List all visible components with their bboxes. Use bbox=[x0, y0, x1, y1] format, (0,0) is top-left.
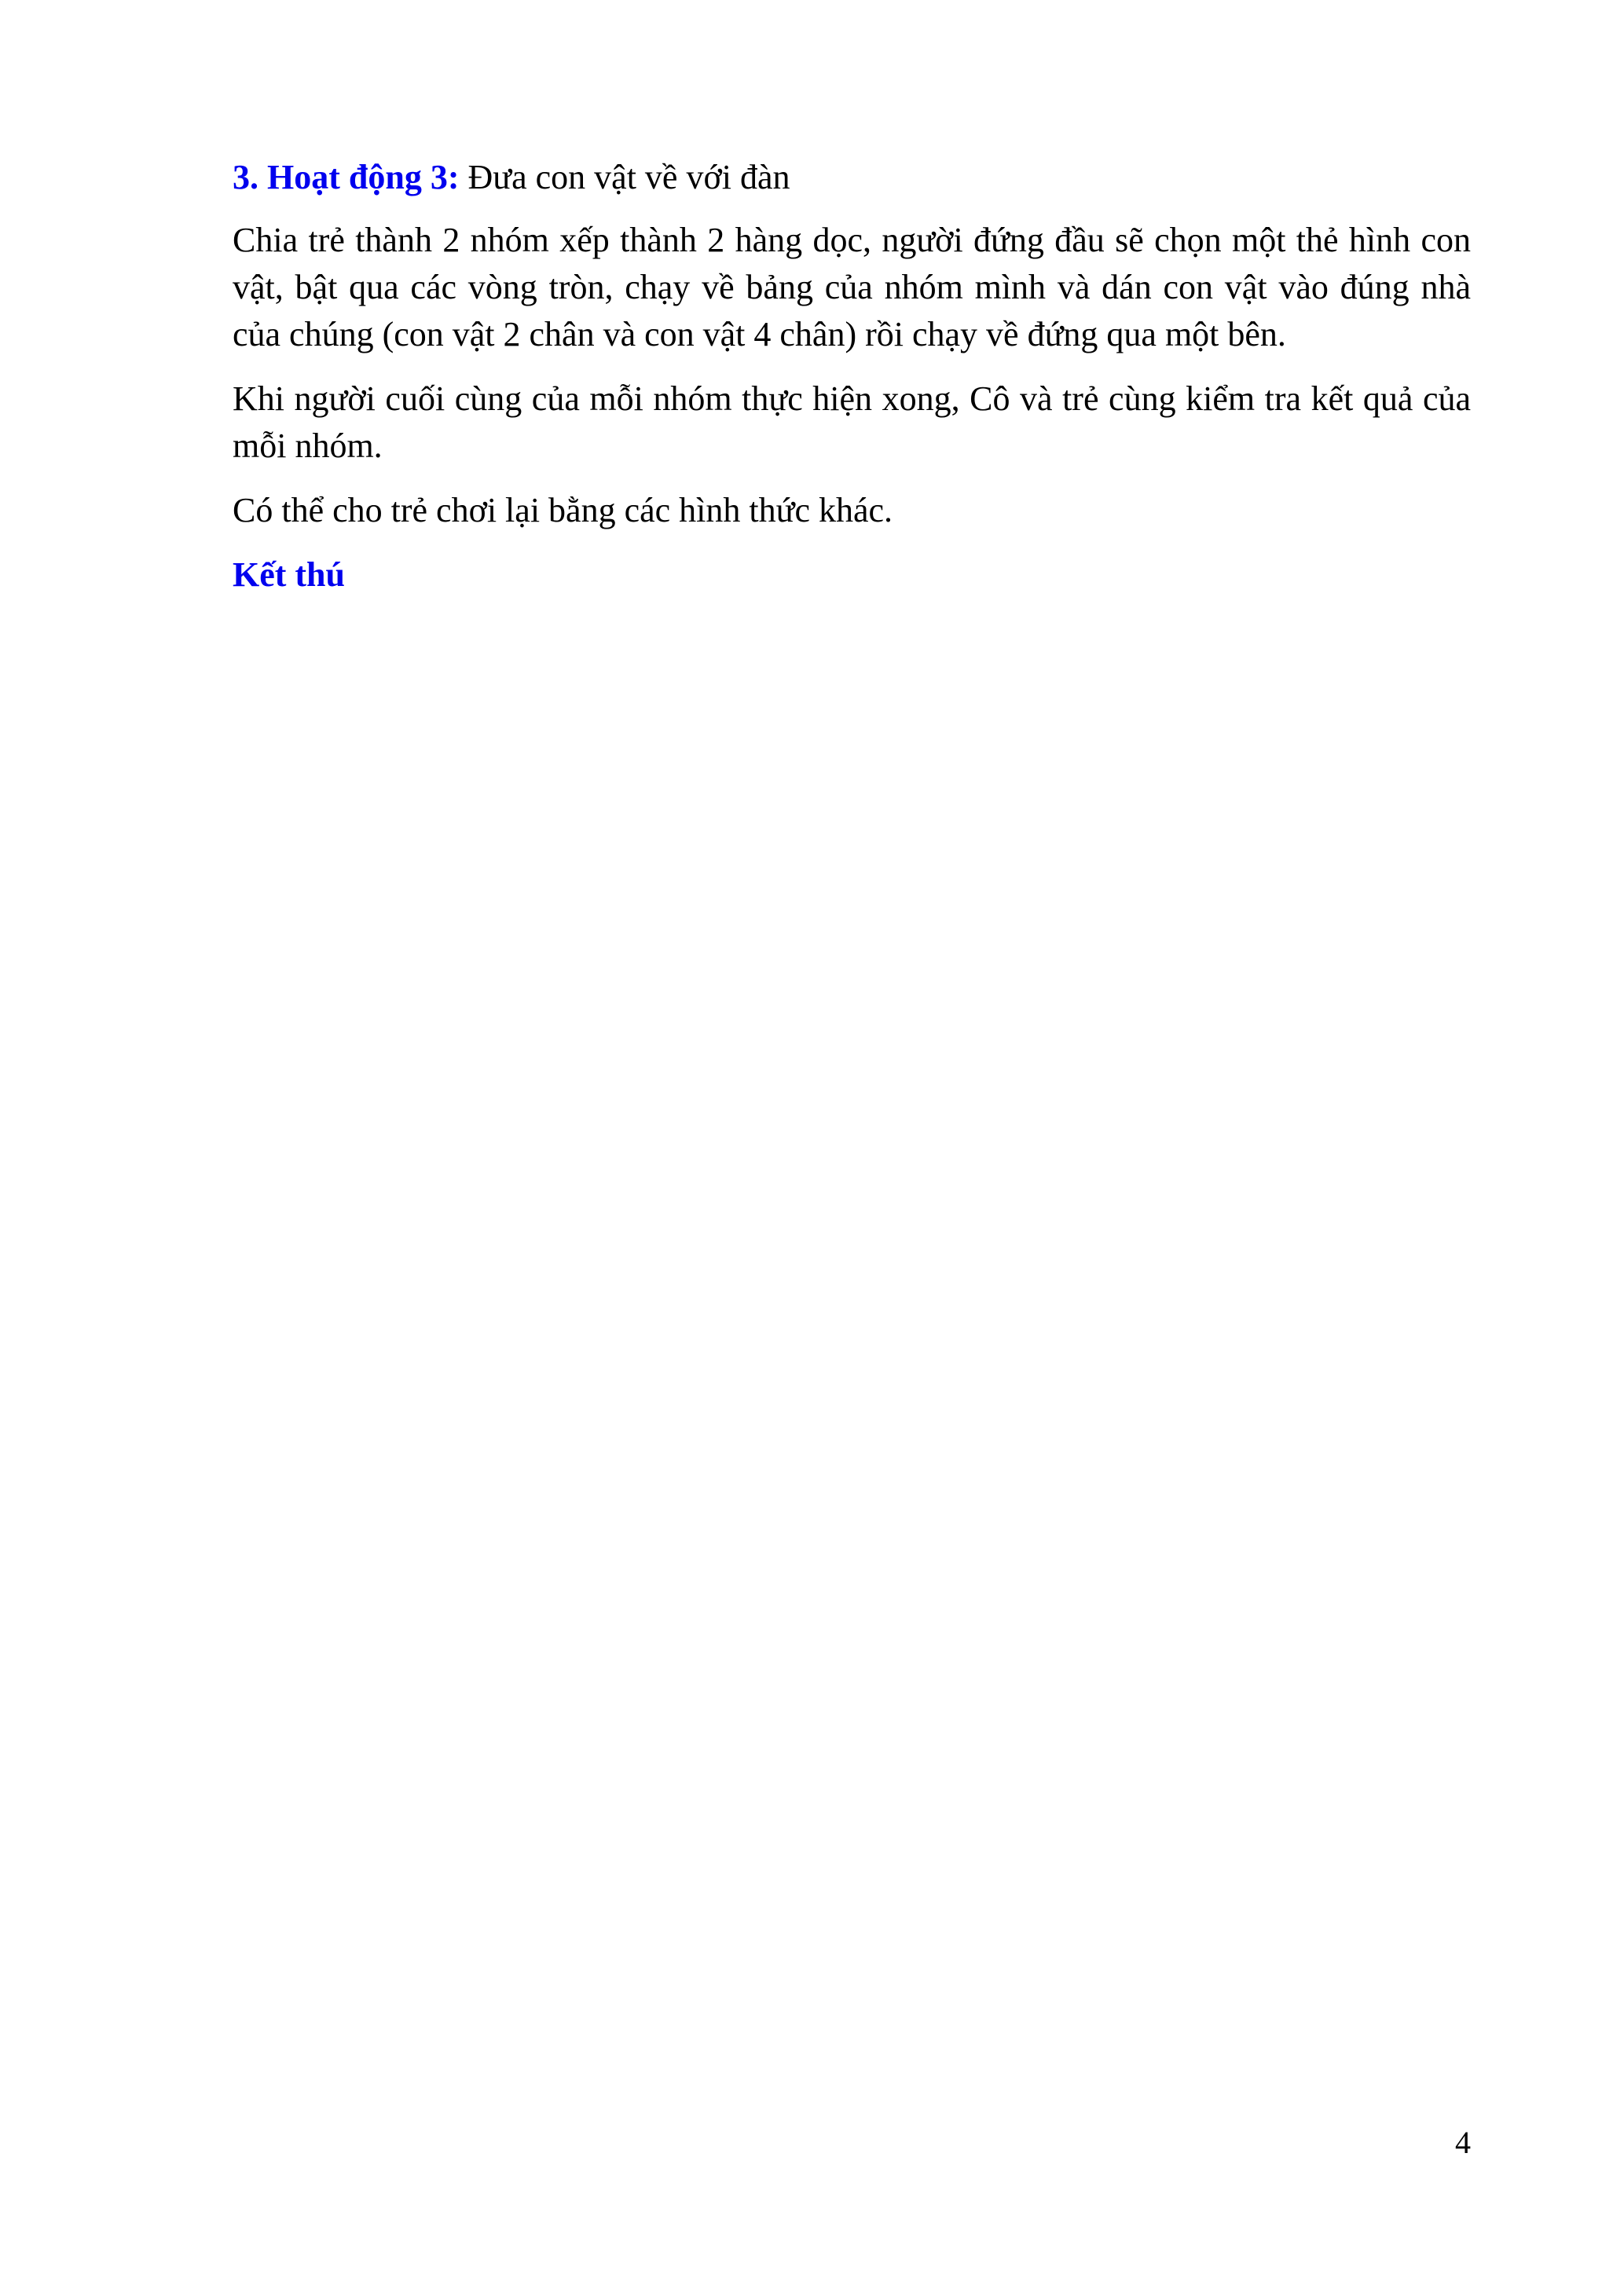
closing-heading: Kết thú bbox=[233, 555, 345, 594]
activity-instructions-paragraph: Chia trẻ thành 2 nhóm xếp thành 2 hàng dọc, người đứng đầu sẽ chọn một thẻ hình con vật, bật qua các vòng tròn, chạy về bảng của nhóm mình và dán con vật vào đúng nhà của chúng (con vật 2 chân và con vật 4 chân) rồi chạy về đứng qua một bên. bbox=[233, 221, 1471, 353]
activity-heading bbox=[233, 154, 1471, 201]
page-content bbox=[233, 154, 1471, 616]
activity-heading-title: Đưa con vật về với đàn bbox=[459, 158, 790, 196]
activity-heading-label: 3. Hoạt động 3: bbox=[233, 158, 460, 196]
result-check-paragraph: Khi người cuối cùng của mỗi nhóm thực hiện xong, Cô và trẻ cùng kiểm tra kết quả của mỗi nhóm. bbox=[233, 379, 1471, 465]
page-number: 4 bbox=[1455, 2125, 1471, 2160]
replay-paragraph: Có thể cho trẻ chơi lại bằng các hình thức khác. bbox=[233, 491, 893, 529]
